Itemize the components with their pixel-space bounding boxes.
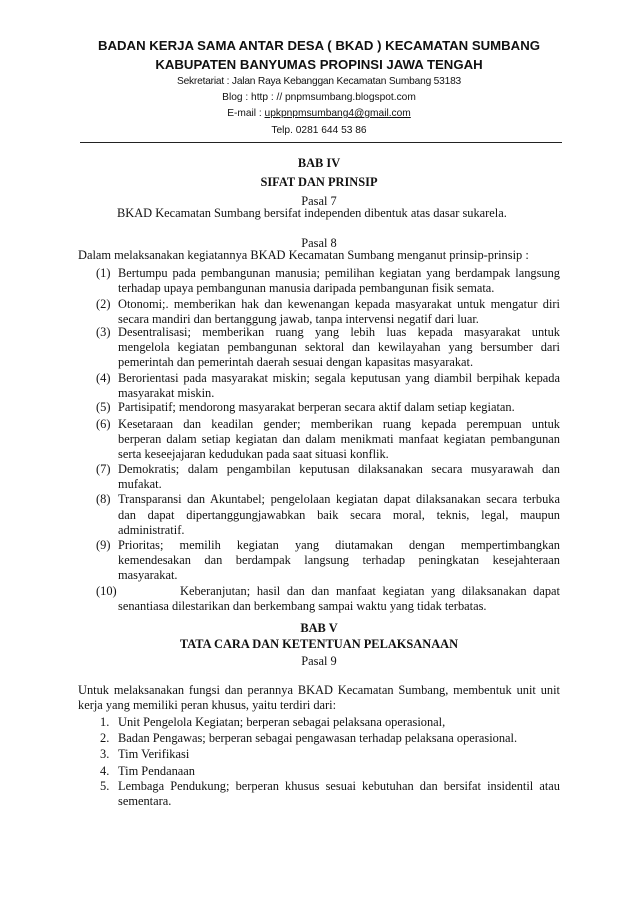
list-item-number: (7): [96, 462, 111, 476]
list-item-line: senantiasa dilestarikan dan berkembang sampai waktu yang tidak terbatas.: [118, 599, 487, 613]
pasal7-heading: Pasal 7: [301, 194, 337, 208]
list-item-line: Prioritas; memilih kegiatan yang diutamakan dengan mempertimbangkan: [118, 538, 560, 552]
list-item-number: (9): [96, 538, 111, 552]
pasal7-text: BKAD Kecamatan Sumbang bersifat independen dibentuk atas dasar sukarela.: [117, 206, 507, 220]
list-item-line: Keberanjutan; hasil dan dan manfaat kegiatan yang dilaksanakan dapat: [180, 584, 560, 598]
list-item-number: 1.: [100, 715, 110, 729]
list-item-line: masyarakat.: [118, 568, 178, 582]
list-item-line: Transparansi dan Akuntabel; pengelolaan kegiatan dapat dilaksanakan secara terbuka: [118, 492, 560, 506]
bab4-title: BAB IV: [297, 156, 341, 170]
list-item-line: berperan dalam setiap kegiatan dan dalam menikmati manfaat kegiatan pembangunan: [118, 432, 560, 446]
email-link[interactable]: upkpnpmsumbang4@gmail.com: [264, 108, 411, 119]
list-item-number: (5): [96, 400, 111, 414]
bab5-subtitle: TATA CARA DAN KETENTUAN PELAKSANAAN: [179, 637, 459, 651]
list-item-line: Kesetaraan dan keadilan gender; memberikan ruang kepada perempuan untuk: [118, 417, 560, 431]
letterhead-divider: [80, 142, 562, 143]
list-item-number: (2): [96, 297, 111, 311]
list-item-number: 4.: [100, 764, 110, 778]
letterhead-region: KABUPATEN BANYUMAS PROPINSI JAWA TENGAH: [155, 57, 483, 72]
bab4-subtitle: SIFAT DAN PRINSIP: [260, 175, 378, 189]
letterhead-blog: Blog : http : // pnpmsumbang.blogspot.com: [222, 92, 416, 103]
list-item-line: Desentralisasi; memberikan ruang yang lebih luas kepada masyarakat untuk: [118, 325, 560, 339]
list-item-line: pemerintah dan pemerintah daerah sesuai dengan kapasitas masyarakat.: [118, 355, 474, 369]
list-item-number: 3.: [100, 747, 110, 761]
list-item-line: dan dapat dipertanggungjawabkan baik secara moral, teknis, legal, maupun: [118, 508, 560, 522]
list-item-line: administratif.: [118, 523, 185, 537]
list-item-line: mufakat.: [118, 477, 162, 491]
list-item-number: (4): [96, 371, 111, 385]
pasal8-intro: Dalam melaksanakan kegiatannya BKAD Kecamatan Sumbang menganut prinsip-prinsip :: [78, 248, 529, 262]
letterhead-org: BADAN KERJA SAMA ANTAR DESA ( BKAD ) KECAMATAN SUMBANG: [97, 38, 540, 53]
list-item-line: Tim Verifikasi: [118, 747, 190, 761]
list-item-line: mengelola kegiatan pembangunan sektoral dan kewilayahan yang bersumber dari: [118, 340, 560, 354]
list-item-number: (3): [96, 325, 111, 339]
list-item-line: Lembaga Pendukung; berperan khusus sesuai kebutuhan dan bersifat insidentil atau: [118, 779, 560, 793]
list-item-line: Otonomi;. memberikan hak dan kewenangan kepada masyarakat untuk mengatur diri: [118, 297, 560, 311]
letterhead-email-line: [0, 108, 638, 119]
list-item-number: (10): [96, 584, 117, 598]
letterhead-phone: Telp. 0281 644 53 86: [271, 125, 367, 136]
list-item-line: sementara.: [118, 794, 172, 808]
pasal9-intro-line: kerja yang memiliki peran khusus, yaitu terdiri dari:: [78, 698, 337, 712]
email-label: E-mail :: [227, 108, 265, 119]
list-item-line: Unit Pengelola Kegiatan; berperan sebagai pelaksana operasional,: [118, 715, 446, 729]
list-item-number: 5.: [100, 779, 110, 793]
pasal8-heading: Pasal 8: [301, 236, 337, 250]
list-item-line: secara mandiri dan bertanggung jawab, tanpa intervensi negatif dari luar.: [118, 312, 479, 326]
list-item-line: masyarakat miskin.: [118, 386, 215, 400]
list-item-line: Bertumpu pada pembangunan manusia; pemilihan kegiatan yang berdampak langsung: [118, 266, 560, 280]
pasal9-intro-line: Untuk melaksanakan fungsi dan perannya BKAD Kecamatan Sumbang, membentuk unit unit: [78, 683, 560, 697]
pasal9-heading: Pasal 9: [301, 654, 337, 668]
list-item-number: (1): [96, 266, 111, 280]
list-item-line: serta keseejajaran kedudukan pada saat situasi konflik.: [118, 447, 389, 461]
bab5-title: BAB V: [300, 621, 338, 635]
list-item-number: 2.: [100, 731, 110, 745]
list-item-number: (6): [96, 417, 111, 431]
letterhead-address: Sekretariat : Jalan Raya Kebanggan Kecamatan Sumbang 53183: [176, 76, 462, 87]
list-item-line: Badan Pengawas; berperan sebagai pengawasan terhadap pelaksana operasional.: [118, 731, 518, 745]
list-item-line: Partisipatif; mendorong masyarakat berperan secara aktif dalam setiap kegiatan.: [118, 400, 515, 414]
list-item-line: Tim Pendanaan: [118, 764, 195, 778]
list-item-number: (8): [96, 492, 111, 506]
list-item-line: terhadap upaya pembangunan manusia daripada pembangunan fisik semata.: [118, 281, 495, 295]
list-item-line: Demokratis; dalam pengambilan keputusan dilaksanakan secara musyarawah dan: [118, 462, 560, 476]
list-item-line: kemendesakan dan berdampak langsung terhadap peningkatan kesejahteraan: [118, 553, 560, 567]
list-item-line: Berorientasi pada masyarakat miskin; segala keputusan yang diambil berpihak kepada: [118, 371, 560, 385]
